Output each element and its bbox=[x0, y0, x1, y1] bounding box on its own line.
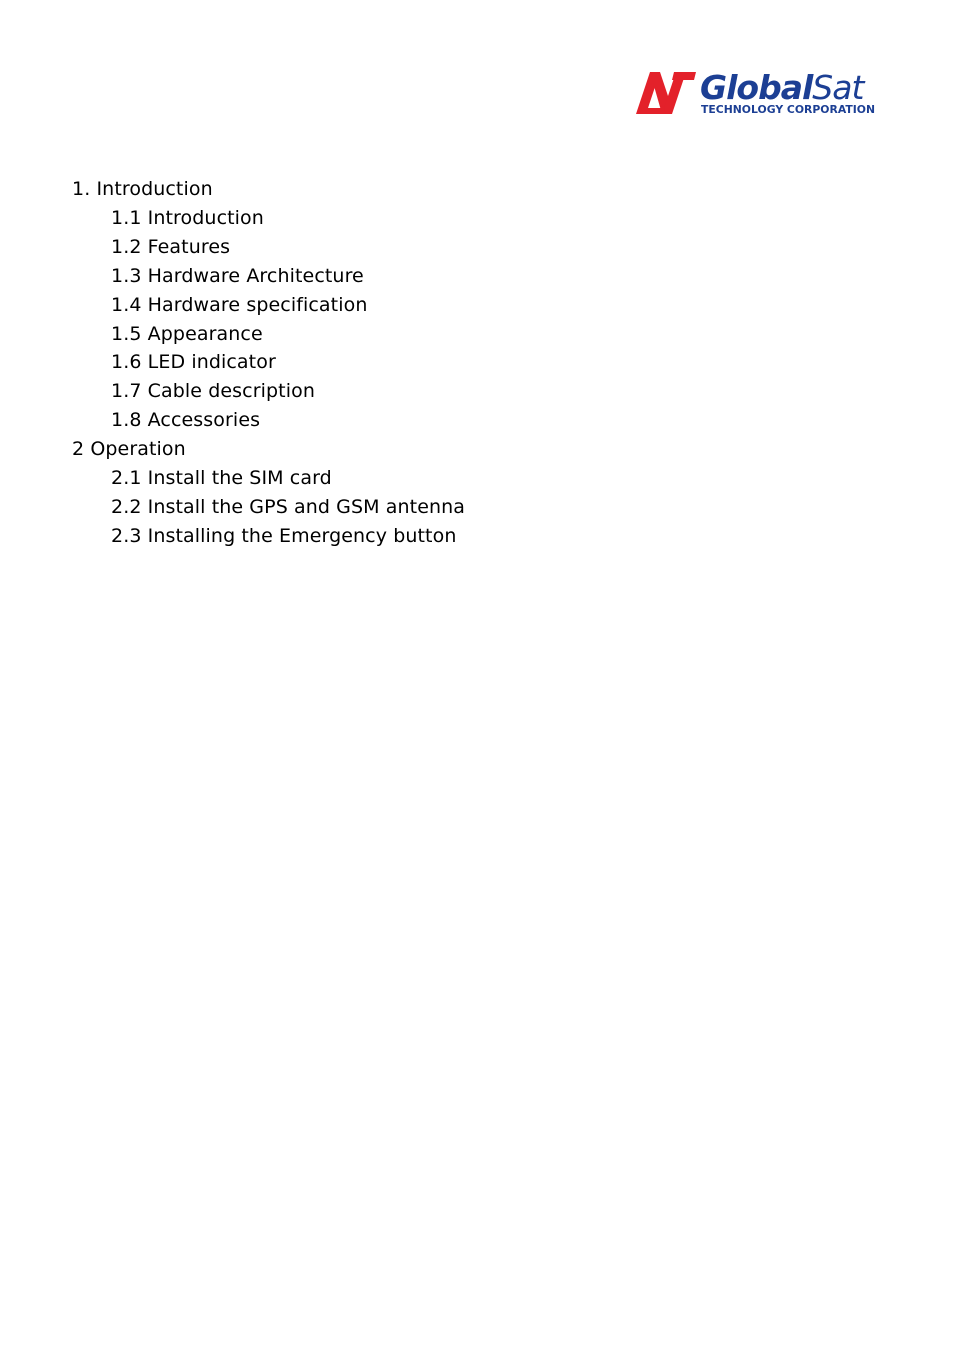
logo-brand-text bbox=[700, 68, 865, 107]
toc-item: 1.8 Accessories bbox=[111, 409, 261, 432]
toc-item: 1.2 Features bbox=[111, 235, 231, 258]
toc-item: 1.3 Hardware Architecture bbox=[111, 264, 364, 287]
table-of-contents bbox=[72, 175, 465, 551]
toc-item: 1.5 Appearance bbox=[111, 322, 263, 345]
toc-item: 2.2 Install the GPS and GSM antenna bbox=[111, 495, 466, 518]
toc-item: 2 Operation bbox=[72, 438, 186, 461]
toc-item: 1.1 Introduction bbox=[111, 206, 264, 229]
globalsat-logo-graphic bbox=[636, 66, 884, 118]
globalsat-logo bbox=[636, 66, 884, 118]
logo-brand-light: Sat bbox=[812, 68, 864, 107]
toc-item: 1.7 Cable description bbox=[111, 380, 315, 403]
toc-item: 1.4 Hardware specification bbox=[111, 293, 368, 316]
toc-item: 1. Introduction bbox=[72, 178, 213, 200]
logo-tagline: TECHNOLOGY CORPORATION bbox=[701, 103, 875, 116]
toc-item: 1.6 LED indicator bbox=[111, 351, 276, 374]
toc-item: 2.1 Install the SIM card bbox=[111, 467, 332, 490]
toc-item: 2.3 Installing the Emergency button bbox=[111, 524, 457, 547]
logo-emblem-icon bbox=[636, 72, 696, 114]
logo-brand-bold: Global bbox=[700, 68, 813, 107]
